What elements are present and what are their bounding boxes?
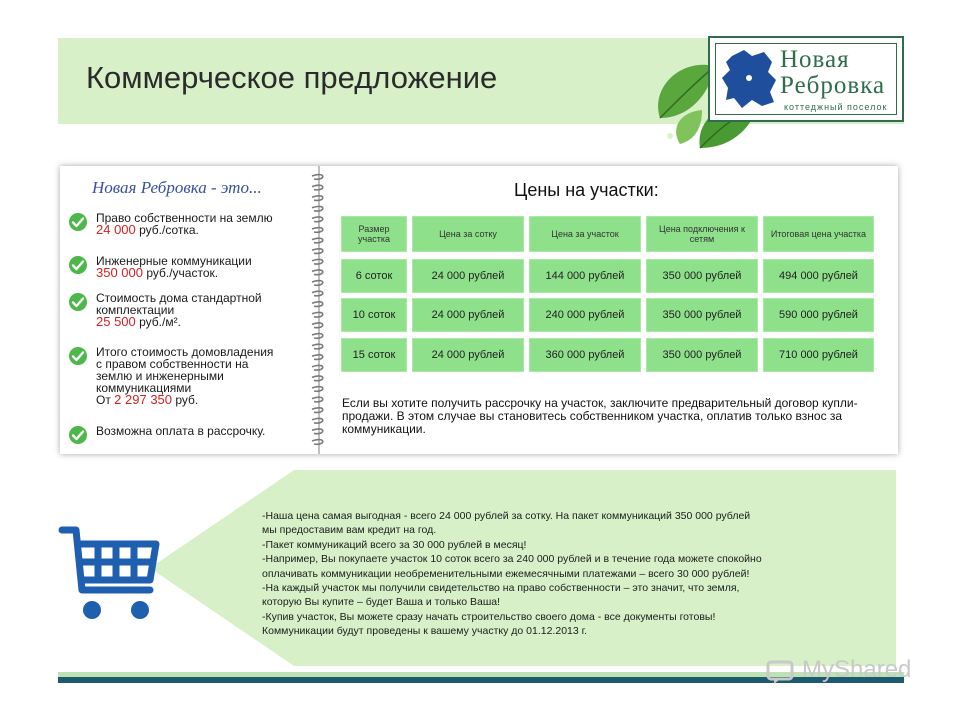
feature-price: 24 000	[96, 222, 136, 237]
feature-price: 2 297 350	[114, 392, 173, 407]
offer-line: -Например, Вы покупаете участок 10 соток всего за 240 000 рублей и в течение года можете спокойно	[262, 553, 762, 566]
notebook-panel	[60, 166, 898, 454]
feature-text: коммуникациями	[96, 381, 192, 395]
table-header-cell: Цена за участок	[529, 216, 641, 252]
watermark-icon	[766, 659, 800, 685]
feature-text: с правом собственности на	[96, 357, 249, 371]
table-cell: 494 000 рублей	[763, 259, 874, 293]
feature-unit: руб.	[172, 393, 199, 407]
logo	[708, 36, 904, 122]
prices-heading: Цены на участки:	[514, 180, 659, 200]
installment-note: Если вы хотите получить рассрочку на участок, заключите предварительный договор купли-продажи. В этом случае вы становитесь собственником участка, оплатив только взнос за коммуникации.	[342, 396, 858, 436]
table-cell: 24 000 рублей	[412, 298, 524, 332]
feature-text: Итого стоимость домовладения	[96, 345, 274, 359]
table-cell: 350 000 рублей	[646, 338, 758, 372]
table-cell: 240 000 рублей	[529, 298, 641, 332]
feature-unit: руб./м².	[135, 315, 181, 329]
watermark: MyShared	[802, 656, 912, 683]
check-icon	[68, 255, 88, 275]
offer-line: -На каждый участок мы получили свидетельство на право собственности – это значит, что земля,	[262, 582, 740, 595]
feature-unit: руб./сотка.	[135, 223, 199, 237]
spiral-binding-icon	[310, 170, 326, 452]
page-title: Коммерческое предложение	[86, 60, 498, 95]
table-cell: 360 000 рублей	[529, 338, 641, 372]
table-header-cell: Цена за сотку	[412, 216, 524, 252]
check-icon	[68, 346, 88, 366]
table-header-cell: Итоговая цена участка	[763, 216, 874, 252]
offer-line: Коммуникации будут проведены к вашему участку до 01.12.2013 г.	[262, 625, 588, 638]
shopping-cart-icon	[58, 510, 162, 630]
offer-line: мы предоставим вам кредит на год.	[262, 524, 437, 537]
feature-text: Стоимость дома стандартной	[96, 291, 262, 305]
region-map-icon	[722, 48, 778, 110]
offer-line: -Пакет коммуникаций всего за 30 000 рублей в месяц!	[262, 538, 527, 551]
table-cell: 24 000 рублей	[412, 338, 524, 372]
table-header-cell: Цена подключения к сетям	[646, 216, 758, 252]
feature-text: комплектации	[96, 303, 175, 317]
feature-unit: руб./участок.	[143, 266, 219, 280]
features-page	[60, 166, 312, 454]
table-cell: 350 000 рублей	[646, 298, 758, 332]
logo-line2: Ребровка	[780, 72, 886, 99]
offer-line: которую Вы купите – будет Ваша и только Ваша!	[262, 596, 501, 609]
table-cell: 6 соток	[341, 259, 407, 293]
offer-details	[262, 509, 892, 639]
table-cell: 710 000 рублей	[763, 338, 874, 372]
table-cell: 350 000 рублей	[646, 259, 758, 293]
feature-price: 25 500	[96, 314, 136, 329]
table-cell: 10 соток	[341, 298, 407, 332]
offer-line: -Наша цена самая выгодная - всего 24 000 рублей за сотку. На пакет коммуникаций 350 000 рублей	[262, 510, 751, 522]
feature-price: 350 000	[96, 265, 143, 280]
features-heading: Новая Ребровка - это...	[92, 178, 262, 197]
check-icon	[68, 212, 88, 232]
table-cell: 144 000 рублей	[529, 259, 641, 293]
logo-line1: Новая	[780, 46, 850, 73]
offer-line: -Купив участок, Вы можете сразу начать строительство своего дома - все документы готовы!	[262, 610, 716, 623]
offer-line: оплачивать коммуникации необременительными ежемесячными платежами – всего 30 000 рублей!	[262, 567, 750, 580]
feature-text: Право собственности на землю	[96, 211, 273, 225]
table-cell: 590 000 рублей	[763, 298, 874, 332]
table-cell: 24 000 рублей	[412, 259, 524, 293]
logo-tagline: коттеджный поселок	[784, 102, 888, 112]
check-icon	[68, 292, 88, 312]
check-icon	[68, 425, 88, 445]
feature-prefix: От	[96, 393, 115, 407]
feature-text: Возможна оплата в рассрочку.	[96, 424, 266, 438]
table-header-cell: Размер участка	[341, 216, 407, 252]
feature-text: землю и инженерными	[96, 369, 224, 383]
feature-text: Инженерные коммуникации	[96, 254, 252, 268]
table-cell: 15 соток	[341, 338, 407, 372]
